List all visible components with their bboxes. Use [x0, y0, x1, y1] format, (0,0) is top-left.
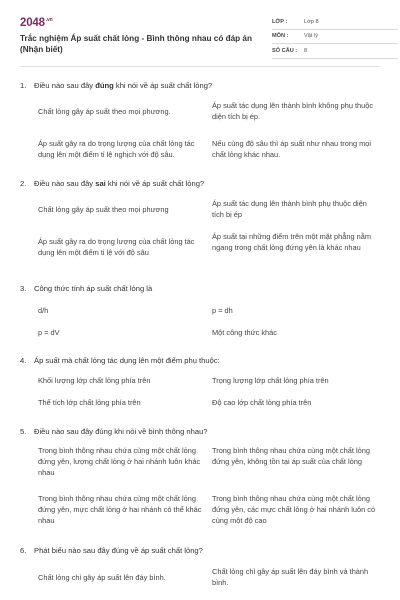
meta-table: [272, 15, 398, 59]
question-3: [20, 283, 380, 337]
question-1: [20, 80, 380, 160]
answer-option[interactable]: d/h: [38, 306, 49, 315]
meta-value: Vật lý: [304, 33, 318, 40]
question-text: Phát biểu nào sau đây đúng về áp suất chất lỏng?: [34, 546, 203, 555]
brand-name: 2048: [20, 17, 45, 29]
answer-option[interactable]: Chất lỏng gây áp suất theo mọi phương.: [38, 107, 171, 116]
answer-option[interactable]: Thể tích lớp chất lỏng phía trên: [38, 398, 141, 407]
answer-option[interactable]: p = dh: [212, 306, 233, 315]
question-header: [20, 178, 380, 189]
brand-suffix: .vn: [45, 17, 53, 23]
question-text: Áp suất mà chất lỏng tác dụng lên một điểm phụ thuộc:: [34, 356, 220, 365]
question-text-emphasis: đúng: [95, 81, 114, 90]
answer-option[interactable]: Trong bình thông nhau chứa cùng một chất lỏng đứng yên, các mực chất lỏng ở hai nhánh luôn có cùng một độ cao: [212, 494, 376, 526]
answer-option[interactable]: Chất lỏng chỉ gây áp suất lên đáy bình và thành bình.: [212, 567, 369, 588]
meta-label: MÔN :: [272, 33, 289, 40]
answer-option[interactable]: Áp suất gây ra do trọng lượng của chất lỏng tác dụng lên một điểm tỉ lệ với độ sâu: [38, 237, 195, 258]
answer-option[interactable]: Độ cao lớp chất lỏng phía trên: [212, 398, 312, 407]
question-number: 1 .: [20, 80, 34, 91]
question-number: 5 .: [20, 426, 34, 437]
meta-row-class: [272, 15, 398, 30]
question-header: [20, 80, 380, 91]
question-number: 4 .: [20, 355, 34, 366]
question-text-post: khi nói về áp suất chất lỏng?: [113, 81, 213, 90]
question-text: Công thức tính áp suất chất lỏng là: [34, 284, 153, 293]
question-text: [34, 178, 204, 189]
meta-row-subject: [272, 30, 398, 45]
page-title: Trắc nghiệm Áp suất chất lỏng - Bình thông nhau có đáp án (Nhận biết): [20, 34, 252, 54]
question-text-emphasis: sai: [95, 179, 106, 188]
question-header: [20, 426, 380, 437]
answer-option[interactable]: Nếu cùng độ sâu thì áp suất như nhau trong mọi chất lỏng khác nhau.: [212, 139, 372, 160]
answer-option[interactable]: Một công thức khác: [212, 328, 277, 337]
question-text-post: khi nói về áp suất chất lỏng?: [105, 179, 205, 188]
meta-value: 8: [304, 47, 308, 54]
question-text-pre: Điều nào sau đây: [34, 179, 96, 188]
answer-option[interactable]: p = dV: [38, 328, 60, 337]
question-5: [20, 426, 380, 526]
question-text-pre: Điều nào sau đây: [34, 81, 96, 90]
page-header: [20, 13, 380, 61]
answer-option[interactable]: Trong bình thông nhau chứa cùng một chất lỏng đứng yên, không tồn tại áp suất của chất lỏng: [212, 446, 370, 467]
meta-row-count: [272, 44, 398, 59]
answer-option[interactable]: Áp suất tác dụng lên thành bình phụ thuộc diện tích bị ép: [212, 199, 367, 220]
question-number: 2 .: [20, 178, 34, 189]
answer-option[interactable]: Áp suất gây ra do trọng lượng của chất lỏng tác dụng lên một điểm tỉ lệ nghịch với độ sâu.: [38, 139, 195, 160]
header-divider: [20, 66, 380, 67]
answer-option[interactable]: Áp suất tác dụng lên thành bình không phụ thuộc diện tích bị ép.: [212, 101, 374, 122]
question-text: [34, 80, 212, 91]
question-header: [20, 355, 380, 366]
answer-option[interactable]: Áp suất tại những điểm trên một mặt phẳng nằm ngang trong chất lỏng đứng yên là khác nhau: [212, 232, 372, 253]
answer-option[interactable]: Chất lỏng gây áp suất theo mọi phương: [38, 205, 169, 214]
question-6: [20, 545, 380, 588]
meta-value: Lớp 8: [304, 18, 319, 25]
question-number: 6 .: [20, 545, 34, 556]
question-header: [20, 545, 380, 556]
answer-option[interactable]: Trong bình thông nhau chứa cùng một chất lỏng đứng yên, mực chất lỏng ở hai nhánh có thể khác nhau: [38, 494, 202, 526]
question-header: [20, 283, 380, 294]
meta-label: SỐ CÂU :: [272, 47, 298, 54]
meta-label: LỚP :: [272, 18, 288, 25]
question-2: [20, 178, 380, 258]
brand-logo[interactable]: [20, 15, 52, 32]
question-4: [20, 355, 380, 407]
answer-option[interactable]: Chất lỏng chỉ gây áp suất lên đáy bình.: [38, 573, 166, 582]
question-text: Điều nào sau đây đúng khi nói về bình thông nhau?: [34, 427, 208, 436]
answer-option[interactable]: Trọng lượng lớp chất lỏng phía trên: [212, 376, 329, 385]
answer-option[interactable]: Trong bình thông nhau chứa cùng một chất lỏng đứng yên, lượng chất lỏng ở hai nhánh luôn khác nhau: [38, 446, 201, 478]
answer-option[interactable]: Khối lượng lớp chất lỏng phía trên: [38, 376, 151, 385]
question-number: 3 .: [20, 283, 34, 294]
